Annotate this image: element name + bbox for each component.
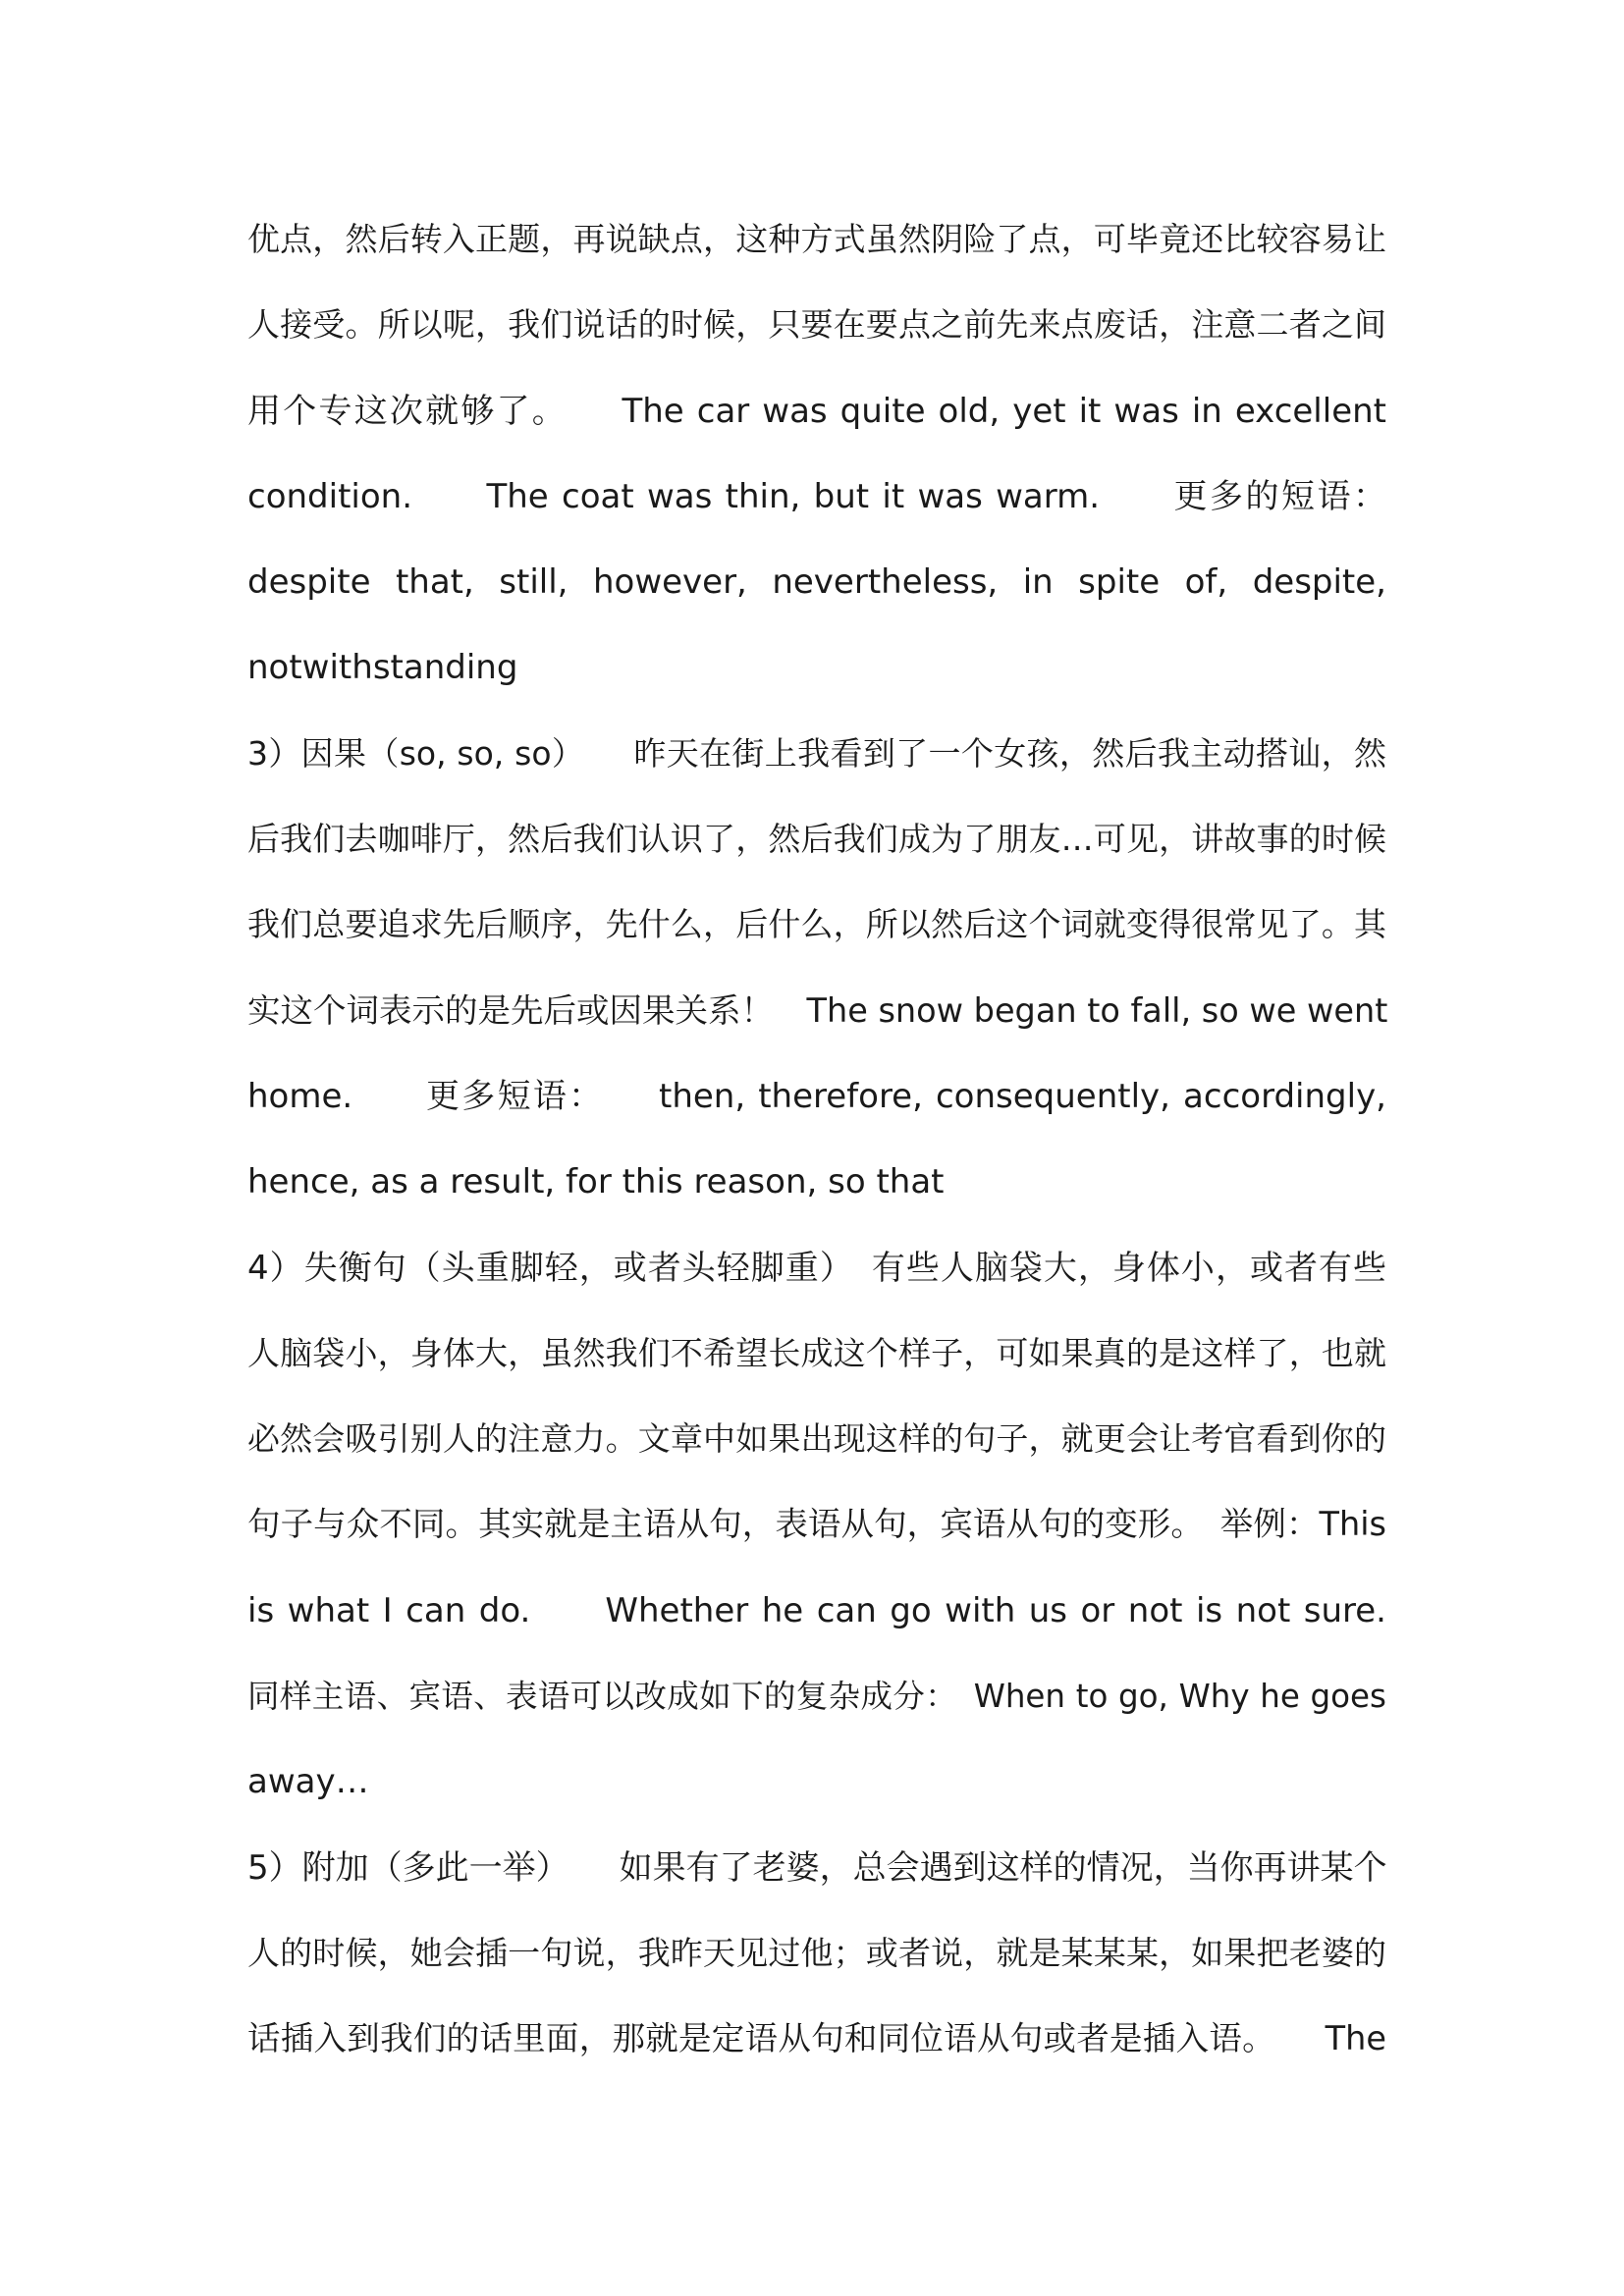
text-line: hence, as a result, for this reason, so that (247, 1162, 945, 1202)
text-line: 同样主语、宾语、表语可以改成如下的复杂成分： When to go, Why he goes (247, 1678, 1386, 1716)
text-line: 话插入到我们的话里面，那就是定语从句和同位语从句或者是插入语。 The (247, 2019, 1386, 2058)
text-line: home. 更多短语： then, therefore, consequently, accordingly, (247, 1076, 1386, 1116)
text-line: despite that, still, however, nevertheless, in spite of, despite, (247, 562, 1386, 603)
text-line: 必然会吸引别人的注意力。文章中如果出现这样的句子，就更会让考官看到你的 (247, 1419, 1386, 1459)
text-line: 用个专这次就够了。 The car was quite old, yet it was in excellent (247, 391, 1386, 431)
text-line: away… (247, 1762, 369, 1802)
document-body (247, 205, 1386, 2091)
text-line: 人接受。所以呢，我们说话的时候，只要在要点之前先来点废话，注意二者之间 (247, 305, 1386, 345)
text-line: notwithstanding (247, 648, 518, 688)
text-line: 实这个词表示的是先后或因果关系！ The snow began to fall, so we went (247, 990, 1388, 1030)
text-line: is what I can do. Whether he can go with us or not is not sure. (247, 1590, 1386, 1630)
text-line: 优点，然后转入正题，再说缺点，这种方式虽然阴险了点，可毕竟还比较容易让 (247, 220, 1386, 258)
text-line: 人脑袋小，身体大，虽然我们不希望长成这个样子，可如果真的是这样了，也就 (247, 1333, 1386, 1372)
text-line: condition. The coat was thin, but it was warm. 更多的短语： (247, 476, 1386, 516)
text-line: 后我们去咖啡厅，然后我们认识了，然后我们成为了朋友…可见，讲故事的时候 (247, 820, 1386, 859)
text-line: 句子与众不同。其实就是主语从句，表语从句，宾语从句的变形。 举例：This (247, 1505, 1386, 1544)
section-heading-line: 4）失衡句（头重脚轻，或者头轻脚重） 有些人脑袋大，身体小，或者有些 (247, 1248, 1386, 1288)
text-line: 人的时候，她会插一句说，我昨天见过他；或者说，就是某某某，如果把老婆的 (247, 1933, 1386, 1972)
section-heading-line: 3）因果（so, so, so） 昨天在街上我看到了一个女孩，然后我主动搭讪，然 (247, 733, 1386, 773)
text-line: 我们总要追求先后顺序，先什么，后什么，所以然后这个词就变得很常见了。其 (247, 905, 1386, 944)
section-heading-line: 5）附加（多此一举） 如果有了老婆，总会遇到这样的情况，当你再讲某个 (247, 1847, 1387, 1888)
